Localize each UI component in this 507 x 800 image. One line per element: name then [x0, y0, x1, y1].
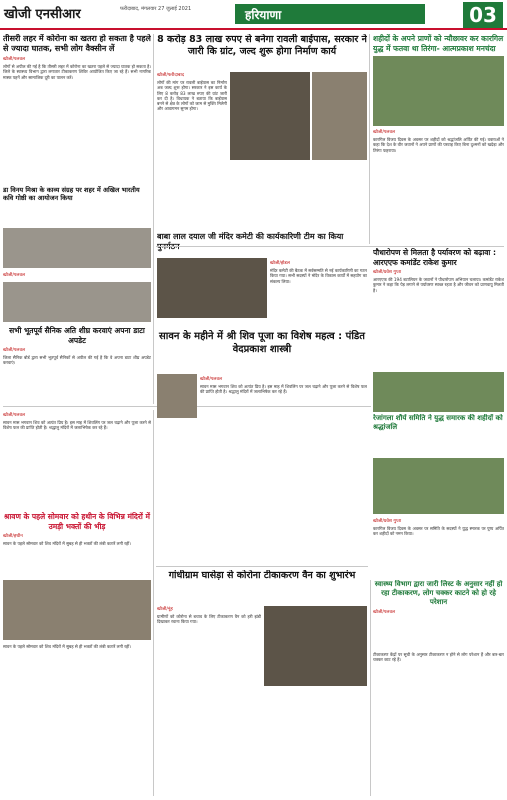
story-shravan-monday-main — [3, 512, 151, 576]
article-body: कारगिल विजय दिवस के अवसर पर समिति के सदस्यों ने युद्ध स्मारक पर पुष्प अर्पित कर शहीदों को नमन किया। — [373, 526, 504, 537]
story-vaccination-list — [373, 580, 504, 650]
photo-ex-servicemen — [3, 282, 151, 322]
masthead — [0, 0, 507, 30]
headline: पौधारोपण से मिलता है पर्यावरण को बढ़ावा : आरएएफ कमांडेंट राकेश कुमार — [373, 248, 496, 267]
issue-date: फरीदाबाद, मंगलवार 27 जुलाई 2021 — [120, 6, 192, 12]
article-body: सावन मास भगवान शिव को अत्यंत प्रिय है। इस माह में शिवलिंग पर जल चढ़ाने और पूजा करने से विशेष फल की प्राप्ति होती है। श्रद्धालु मंदिरों में जलाभिषेक कर रहे हैं। — [200, 384, 367, 395]
article-body: जिला सैनिक बोर्ड द्वारा सभी भूतपूर्व सैनिकों से अपील की गई है कि वे अपना डाटा शीघ्र अपडेट करवाएं। — [3, 355, 151, 366]
byline: खोजी/प्रवेश गुप्ता — [373, 519, 402, 524]
article-body: कारगिल विजय दिवस के अवसर पर शहीदों को श्रद्धांजलि अर्पित की गई। वक्ताओं ने कहा कि देश के वीर जवानों ने अपने प्राणों की परवाह किए बिना दुश्मनों को खदेड़ा और तिरंगा फहराया। — [373, 137, 504, 153]
byline: खोजी/पलवल — [373, 610, 396, 615]
photo-temple-committee — [157, 258, 267, 318]
headline: 8 करोड़ 83 लाख रुपए से बनेगा रावली बाईपास, सरकार ने जारी कि ग्रांट, जल्द शुरू होगा निर्माण कार्य — [157, 34, 367, 57]
photo-rezangla — [373, 458, 504, 514]
photo-bypass-meeting — [230, 72, 310, 160]
byline: खोजी/नूंह — [157, 607, 173, 612]
article-body-left: सावन मास भगवान शिव को अत्यंत प्रिय है। इस माह में शिवलिंग पर जल चढ़ाने और पूजा करने से विशेष फल की प्राप्ति होती है। श्रद्धालु मंदिरों में जलाभिषेक कर रहे हैं। — [3, 420, 151, 431]
byline: खोजी/प्रवेश गुप्ता — [373, 270, 402, 275]
story-temple-committee — [157, 232, 367, 256]
byline: खोजी/पलवल — [3, 273, 26, 278]
story-kargil-tribute — [373, 34, 504, 244]
byline: खोजी/फरीदाबाद — [157, 73, 185, 78]
photo-kargil-ceremony — [373, 56, 504, 126]
article-body: लोगों की मांग पर रावली बाईपास का निर्माण अब जल्द शुरू होगा। सरकार ने इस कार्य के लिए 8 करोड़ 83 लाख रुपए की ग्रांट जारी कर दी है। विधायक ने बताया कि बाईपास बनने से क्षेत्र के लोगों को जाम से मुक्ति मिलेगी और आवागमन सुगम होगा। — [157, 80, 227, 112]
story-kavi-goshthi — [3, 186, 151, 226]
story-vaccine-van — [157, 570, 367, 600]
story-raf-plantation-head — [373, 248, 504, 368]
byline: खोजी/पलवल — [3, 348, 26, 353]
story-rezangla — [373, 414, 504, 456]
article-body: ग्रामीणों को कोरोना से बचाव के लिए टीकाकरण वैन को हरी झंडी दिखाकर रवाना किया गया। — [157, 614, 261, 625]
headline: रेजांगला शौर्य समिति ने युद्ध समारक की शहीदों को श्रद्धांजलि — [373, 414, 503, 431]
headline: शहीदों के अपने प्राणों को न्यौछावर कर कारगिल युद्ध में फतवा था तिरंगा- आत्मप्रकाश मनचंदा — [373, 34, 504, 53]
article-body: मंदिर कमेटी की बैठक में सर्वसम्मति से नई कार्यकारिणी का गठन किया गया। सभी सदस्यों ने मंदिर के विकास कार्यों में सहयोग का संकल्प लिया। — [270, 268, 367, 284]
byline: खोजी/होडल — [270, 261, 290, 266]
story-rawali-bypass — [157, 34, 367, 68]
story-shravan-monday — [3, 410, 151, 510]
article-body: आरएएफ की 194 बटालियन के जवानों ने पौधारोपण अभियान चलाया। कमांडेंट राकेश कुमार ने कहा कि पेड़ लगाने से पर्यावरण स्वच्छ रहता है और जीवन को प्राणवायु मिलती है। — [373, 277, 504, 293]
page-number: 03 — [463, 2, 503, 28]
byline-top: खोजी/पलवल — [3, 413, 26, 418]
headline: स्वास्थ्य विभाग द्वारा जारी लिस्ट के अनुसार नहीं हो रहा टीकाकरण, लोग चक्कर काटने को हो रहे परेशान — [374, 580, 503, 606]
article-body: सावन के पहले सोमवार को शिव मंदिरों में सुबह से ही भक्तों की लंबी कतारें लगी रहीं। — [3, 541, 131, 546]
photo-kavi-goshthi — [3, 228, 151, 268]
photo-vaccine-van — [264, 606, 367, 686]
byline: खोजी/पलवल — [373, 130, 396, 135]
article-body: टीकाकरण केंद्रों पर सूची के अनुसार टीकाकरण न होने से लोग परेशान हैं और बार-बार चक्कर काट रहे हैं। — [373, 652, 504, 663]
headline: सावन के महीने में श्री शिव पूजा का विशेष महत्व : पंडित वेदप्रकाश शास्त्री — [159, 331, 365, 355]
photo-temple-crowd — [3, 580, 151, 640]
headline: श्रावण के पहले सोमवार को हथीन के विभिन्न मंदिरों में उमड़ी भक्तों की भीड़ — [4, 512, 150, 531]
byline: खोजी/हथीन — [3, 534, 23, 539]
article-body-continued: सावन के पहले सोमवार को शिव मंदिरों में सुबह से ही भक्तों की लंबी कतारें लगी रहीं। — [3, 644, 131, 649]
headline: डा विनय मिश्रा के काव्य संग्रह पर शहर में अखिल भारतीय कवि गोष्ठी का आयोजन किया — [3, 186, 140, 202]
brand-logo: खोजी एनसीआर — [4, 7, 81, 22]
headline: सभी भूतपूर्व सैनिक अति शीघ्र करवाएं अपना डाटा अपडेट — [9, 326, 145, 345]
headline: तीसरी लहर में कोरोना का खतरा हो सकता है पहले से ज्यादा घातक, सभी लोग वैक्सीन लें — [3, 34, 151, 53]
headline: गांधीग्राम घासेड़ा से कोरोना टीकाकरण वैन का शुभारंभ — [168, 570, 356, 581]
article-body: लोगों से अपील की गई है कि तीसरी लहर में कोरोना का खतरा पहले से ज्यादा घातक हो सकता है। जिले के स्वास्थ्य विभाग द्वारा लगातार टीकाकरण शिविर आयोजित किए जा रहे हैं। सभी नागरिक मास्क पहनें और सामाजिक दूरी का पालन करें। — [3, 64, 151, 80]
byline: खोजी/पलवल — [200, 377, 223, 382]
headline: बाबा लाल दयाल जी मंदिर कमेटी की कार्यकारिणी टीम का किया — [157, 232, 344, 241]
story-corona-third-wave — [3, 34, 151, 184]
story-shiv-puja — [157, 330, 367, 370]
photo-priest — [157, 374, 197, 418]
byline: खोजी/पलवल — [3, 57, 26, 62]
photo-officials — [312, 72, 367, 160]
story-ex-servicemen — [3, 326, 151, 404]
photo-plantation — [373, 372, 504, 412]
section-title: हरियाणा — [235, 4, 425, 24]
